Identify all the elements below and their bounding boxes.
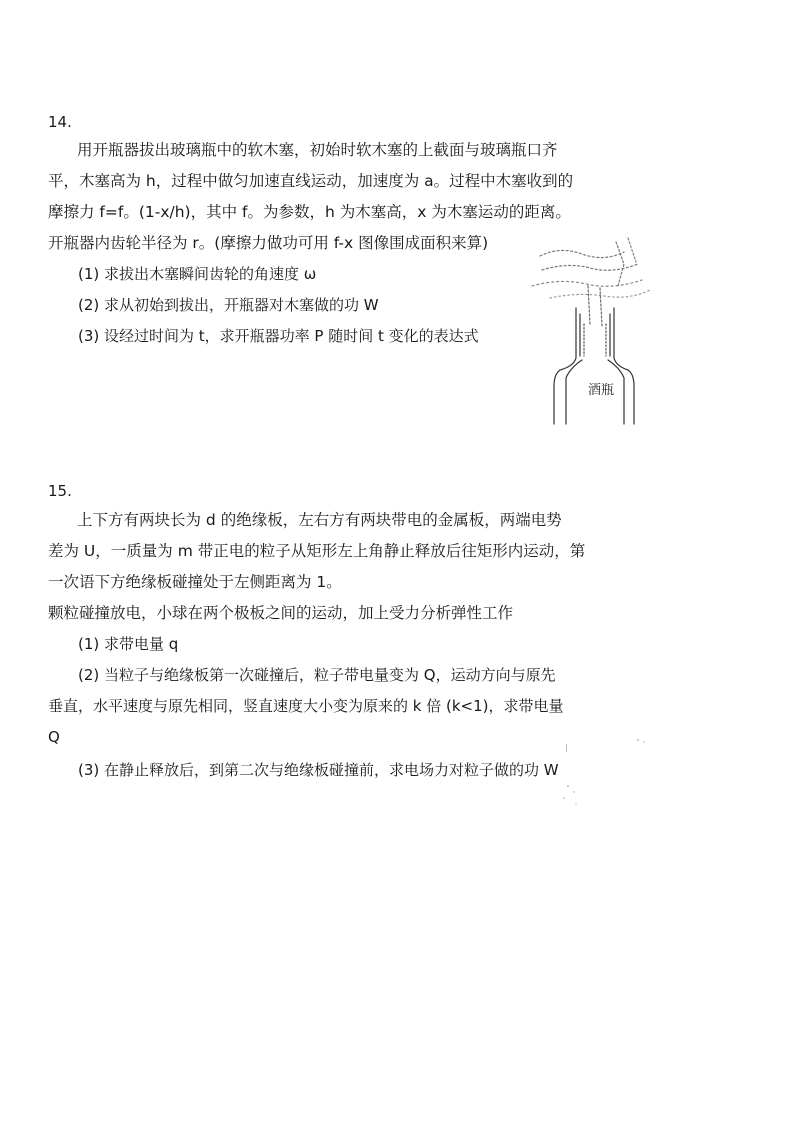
question-item: 垂直，水平速度与原先相同，竖直速度大小变为原来的 k 倍 (k<1)，求带电量 <box>48 697 564 715</box>
question-item: (2) 当粒子与绝缘板第一次碰撞后，粒子带电量变为 Q，运动方向与原先 <box>78 666 556 684</box>
question-item: (2) 求从初始到拔出，开瓶器对木塞做的功 W <box>78 296 379 314</box>
question-item: (1) 求带电量 q <box>78 635 179 653</box>
problem-text-line: 颗粒碰撞放电，小球在两个极板之间的运动，加上受力分析弹性工作 <box>48 604 514 622</box>
question-item: (1) 求拔出木塞瞬间齿轮的角速度 ω <box>78 265 317 283</box>
question-item: (3) 在静止释放后，到第二次与绝缘板碰撞前，求电场力对粒子做的功 W <box>78 761 559 779</box>
problem-text-line: 开瓶器内齿轮半径为 r。(摩擦力做功可用 f-x 图像围成面积来算) <box>48 234 489 252</box>
problem-number: 15. <box>48 482 72 500</box>
problem-text-line: 平，木塞高为 h，过程中做匀加速直线运动，加速度为 a。过程中木塞收到的 <box>48 172 574 190</box>
problem-text-line: 一次语下方绝缘板碰撞处于左侧距离为 1。 <box>48 573 342 591</box>
scan-noise <box>540 700 660 810</box>
bottle-label: 酒瓶 <box>588 383 615 398</box>
problem-text-line: 上下方有两块长为 d 的绝缘板，左右方有两块带电的金属板，两端电势 <box>77 511 562 529</box>
problem-text-line: 差为 U，一质量为 m 带正电的粒子从矩形左上角静止释放后往矩形内运动，第 <box>48 542 586 560</box>
problem-number: 14. <box>48 113 72 131</box>
bottle-corkscrew-drawing <box>520 228 660 428</box>
problem-text-line: 摩擦力 f=f。(1-x/h)，其中 f。为参数，h 为木塞高，x 为木塞运动的距离。 <box>48 203 571 221</box>
question-item: Q <box>48 728 60 746</box>
problem-text-line: 用开瓶器拔出玻璃瓶中的软木塞，初始时软木塞的上截面与玻璃瓶口齐 <box>77 141 558 159</box>
question-item: (3) 设经过时间为 t，求开瓶器功率 P 随时间 t 变化的表达式 <box>78 327 479 345</box>
